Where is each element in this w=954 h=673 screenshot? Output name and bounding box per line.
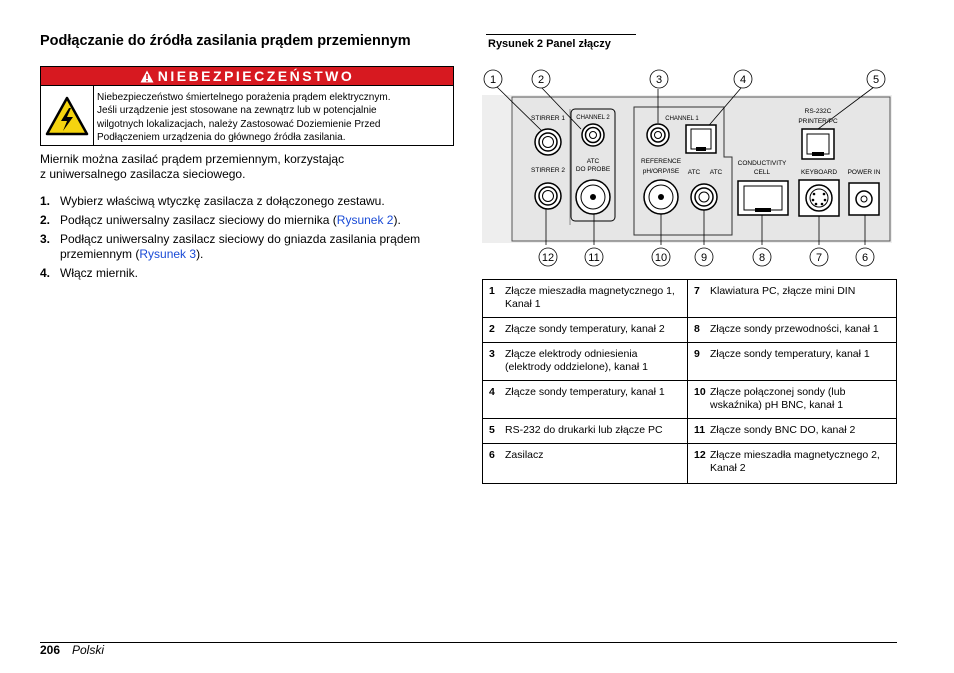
footer-language: Polski [72,643,105,657]
callout-label: 3 [655,74,663,86]
channel1-label: CHANNEL 1 [665,116,699,122]
printer-pc-label: PRINTER/PC [798,118,838,125]
keyboard-mini-din-connector [799,180,839,216]
table-row: 5 RS-232 do drukarki lub złącze PC 11 Złącze sondy BNC DO, kanał 2 [483,419,897,444]
rs232c-label: RS-232C [804,108,832,115]
channel2-atc-connector [582,124,604,146]
stirrer1-label: STIRRER 1 [531,115,565,122]
atc-ch2-label: ATC [586,158,600,165]
steps-list [40,194,460,285]
atc-ch1-connector [691,184,717,210]
ph-orp-ise-label: pH/ORP/ISE [642,168,680,175]
callout-label: 9 [700,252,708,264]
top-callouts [484,70,885,88]
conductivity-connector [738,181,788,215]
table-row: 3 Złącze elektrody odniesienia (elektrody oddzielone), kanał 1 9 Złącze sondy temperatury, kanał 1 [483,343,897,381]
danger-header [40,66,454,86]
danger-text: Niebezpieczeństwo śmiertelnego porażenia prądem elektrycznym. Jeśli urządzenie jest stosowane na zewnątrz lub w potencjalnie wilgotnych lokalizacjach, należy Zastosować Doziemienie Przed Podłączeniem urządzenia do głównego źródła zasilania. [97,92,391,143]
callout-label: 10 [654,252,668,264]
danger-header-label: NIEBEZPIECZEŃSTWO [157,68,355,84]
page-number: 206 [40,643,61,657]
section-title: Podłączanie do źródła zasilania prądem przemiennym [40,33,411,49]
figure-link[interactable]: Rysunek 2 [336,213,394,227]
do-probe-label: DO PROBE [575,166,611,173]
figure-legend-table [482,279,897,484]
table-row: 1 Złącze mieszadła magnetycznego 1, Kanał 1 7 Klawiatura PC, złącze mini DIN [483,280,897,318]
atc-ch1-rj-connector [686,125,716,153]
reference-label: REFERENCE [640,158,682,165]
cell-label: CELL [753,169,771,176]
callout-label: 4 [739,74,747,86]
table-row: 2 Złącze sondy temperatury, kanał 2 8 Złącze sondy przewodności, kanał 1 [483,318,897,343]
atc-right-label: ATC [709,169,723,176]
stirrer2-label: STIRRER 2 [531,167,565,174]
table-row: 4 Złącze sondy temperatury, kanał 1 10 Złącze połączonej sondy (lub wskaźnika) pH BNC, kanał 1 [483,381,897,419]
power-in-label: POWER IN [847,169,881,176]
figure-caption: Rysunek 2 Panel złączy [488,38,611,50]
atc-left-label: ATC [687,169,701,176]
callout-label: 7 [815,252,823,264]
reference-connector [647,124,669,146]
list-item: 3. Podłącz uniwersalny zasilacz sieciowy do gniazda zasilania prądem przemiennym (Rysunek 3). [40,232,421,261]
danger-box [40,86,454,146]
ph-bnc-connector [644,180,678,214]
intro-paragraph: Miernik można zasilać prądem przemiennym, korzystając z uniwersalnego zasilacza sieciowego. [40,152,345,181]
callout-label: 1 [489,74,497,86]
rs232-connector [802,129,834,159]
callout-label: 11 [588,252,600,264]
channel2-label: CHANNEL 2 [576,115,610,121]
callout-label: 8 [758,252,766,264]
electrical-hazard-icon [45,96,89,136]
do-probe-bnc-connector [576,180,610,214]
warning-triangle-icon [140,70,154,83]
bottom-callouts [539,248,874,266]
stirrer1-connector [535,129,561,155]
figure-link[interactable]: Rysunek 3 [139,247,197,261]
list-item: 2. Podłącz uniwersalny zasilacz sieciowy do miernika (Rysunek 2). [40,213,401,227]
callout-label: 5 [872,74,880,86]
conductivity-label: CONDUCTIVITY [737,160,787,167]
figure-caption-rule [486,34,636,35]
power-in-connector [849,183,879,215]
callout-label: 6 [861,252,869,264]
list-item: 1. Wybierz właściwą wtyczkę zasilacza z dołączonego zestawu. [40,194,385,208]
callout-label: 2 [537,74,545,86]
table-row: 6 Zasilacz 12 Złącze mieszadła magnetycznego 2, Kanał 2 [483,444,897,484]
keyboard-label: KEYBOARD [800,169,838,176]
stirrer2-connector [535,183,561,209]
footer-rule [40,642,897,643]
list-item: 4. Włącz miernik. [40,266,139,280]
callout-label: 12 [541,252,555,264]
connector-panel-figure [482,63,897,273]
